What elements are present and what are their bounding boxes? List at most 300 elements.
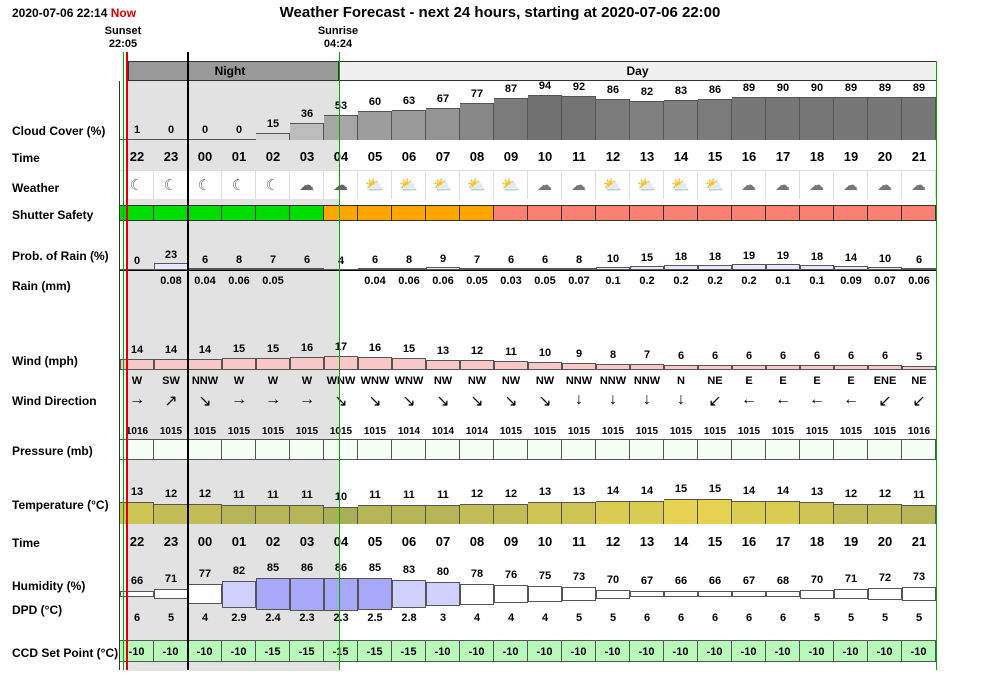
pressure-value: 1015: [771, 426, 795, 437]
pressure-value: 1015: [669, 426, 693, 437]
label-humidity: Humidity (%): [12, 579, 86, 593]
pressure-cell: [426, 439, 460, 460]
sun-cloud-icon: ⛅: [358, 170, 392, 199]
hour-label: 15: [707, 534, 723, 549]
cloud-cover-bar: [358, 111, 392, 140]
sunset-label: [100, 25, 146, 51]
wind-speed-bar: [732, 365, 766, 370]
dpd-value: 6: [745, 612, 753, 624]
wind-direction-label: N: [677, 375, 685, 387]
dpd-value: 6: [779, 612, 787, 624]
humidity-value: 80: [436, 566, 450, 578]
temperature-value: 14: [742, 484, 756, 497]
ccd-set-point-cell: -10: [460, 640, 494, 662]
hour-label: 08: [469, 149, 485, 164]
wind-arrow-icon: ↙: [878, 393, 892, 410]
wind-speed-value: 15: [232, 343, 246, 355]
moon-icon: ☾: [120, 170, 154, 199]
label-pressure: Pressure (mb): [12, 444, 93, 458]
wind-speed-bar: [222, 358, 256, 370]
hour-label: 09: [503, 149, 519, 164]
rain-prob-value: 6: [371, 254, 379, 267]
hour-label: 20: [877, 149, 893, 164]
cloud-cover-bar: [494, 98, 528, 140]
rain-prob-value: 7: [269, 253, 277, 266]
rain-mm-value: 0.04: [364, 275, 386, 287]
ccd-set-point-cell: -10: [596, 640, 630, 662]
rain-prob-value: 8: [235, 253, 243, 266]
label-rain-prob: Prob. of Rain (%): [12, 249, 109, 263]
rain-mm-value: 0.06: [908, 275, 930, 287]
label-dpd: DPD (°C): [12, 603, 63, 617]
sun-cloud-icon: ⛅: [664, 170, 698, 199]
wind-direction-label: NNW: [599, 375, 627, 387]
cloud-cover-bar: [630, 101, 664, 140]
temperature-value: 13: [810, 486, 824, 499]
humidity-value: 71: [844, 572, 858, 585]
cloud-cover-value: 83: [674, 85, 688, 98]
cloud-cover-value: 86: [606, 83, 620, 96]
wind-direction-label: ENE: [873, 375, 897, 387]
hour-label: 06: [401, 149, 417, 164]
wind-speed-value: 5: [915, 351, 923, 363]
humidity-value: 67: [640, 575, 654, 587]
cloud-cover-value: 90: [776, 81, 790, 94]
rain-mm-value: 0.1: [809, 275, 825, 287]
ccd-set-point-cell: -10: [120, 640, 154, 662]
wind-direction-label: NNW: [191, 375, 219, 387]
rain-prob-value: 15: [640, 251, 654, 264]
shutter-safety-cell: [324, 205, 358, 221]
cloud-icon: ☁: [902, 170, 936, 199]
ccd-set-point-cell: -10: [562, 640, 596, 662]
pressure-cell: [698, 439, 732, 460]
ccd-set-point-cell: -15: [358, 640, 392, 662]
shutter-safety-cell: [800, 205, 834, 221]
wind-direction-label: NW: [501, 375, 521, 387]
pressure-cell: [188, 439, 222, 460]
humidity-bar: [494, 585, 528, 603]
hour-label: 19: [843, 534, 859, 549]
temperature-bar: [902, 505, 936, 524]
hour-label: 16: [741, 149, 757, 164]
wind-speed-value: 13: [436, 344, 450, 357]
rain-mm-value: 0.2: [639, 275, 655, 287]
rain-mm-value: 0.06: [398, 275, 420, 287]
label-wind-direction: Wind Direction: [12, 394, 97, 408]
wind-arrow-icon: →: [299, 391, 315, 408]
shutter-safety-cell: [528, 205, 562, 221]
pressure-value: 1015: [601, 426, 625, 437]
cloud-cover-value: 89: [844, 82, 858, 95]
humidity-value: 67: [742, 575, 756, 587]
temperature-bar: [426, 505, 460, 524]
rain-prob-value: 19: [742, 250, 756, 263]
dpd-value: 5: [881, 612, 889, 624]
temperature-value: 11: [267, 489, 279, 502]
sunrise-line: [339, 52, 340, 670]
sun-cloud-icon: ⛅: [426, 170, 460, 199]
wind-speed-value: 15: [266, 343, 280, 355]
wind-direction-label: SW: [162, 375, 180, 387]
sun-cloud-icon: ⛅: [596, 170, 630, 199]
wind-direction-label: NW: [467, 375, 487, 387]
temperature-value: 12: [164, 487, 178, 500]
cloud-cover-bar: [766, 97, 800, 140]
rain-prob-value: 18: [810, 250, 824, 263]
pressure-value: 1014: [431, 426, 455, 437]
hour-label: 04: [333, 149, 349, 164]
pressure-cell: [664, 439, 698, 460]
cloud-cover-value: 92: [572, 80, 586, 93]
humidity-value: 73: [912, 571, 926, 584]
hour-label: 08: [469, 534, 485, 549]
cloud-cover-value: 60: [368, 96, 382, 109]
wind-speed-bar: [664, 365, 698, 370]
rain-mm-value: 0.07: [874, 275, 896, 287]
hour-label: 02: [265, 534, 281, 549]
shutter-safety-cell: [494, 205, 528, 221]
cloud-icon: ☁: [562, 170, 596, 199]
wind-speed-value: 14: [198, 343, 212, 356]
temperature-bar: [358, 505, 392, 524]
rain-mm-value: 0.2: [707, 275, 723, 287]
hour-label: 12: [605, 534, 621, 549]
ccd-set-point-cell: -10: [630, 640, 664, 662]
rain-mm-value: 0.05: [534, 275, 556, 287]
wind-arrow-icon: ↓: [609, 391, 617, 408]
temperature-value: 14: [776, 484, 790, 497]
temperature-bar: [698, 499, 732, 524]
temperature-value: 11: [233, 489, 245, 502]
temperature-value: 12: [504, 487, 518, 500]
rain-mm-value: 0.04: [194, 275, 216, 287]
temperature-bar: [256, 505, 290, 524]
shutter-safety-cell: [460, 205, 494, 221]
cloud-cover-bar: [426, 108, 460, 140]
pressure-value: 1014: [465, 426, 489, 437]
label-weather: Weather: [12, 181, 60, 195]
dpd-value: 3: [439, 612, 447, 624]
hour-label: 12: [605, 149, 621, 164]
temperature-bar: [732, 501, 766, 524]
pressure-value: 1015: [635, 426, 659, 437]
cloud-icon: ☁: [732, 170, 766, 199]
rain-prob-value: 6: [303, 254, 311, 267]
wind-arrow-icon: ↙: [708, 393, 722, 410]
wind-arrow-icon: ↘: [334, 393, 348, 410]
humidity-bar: [426, 582, 460, 606]
hour-label: 20: [877, 534, 893, 549]
temperature-value: 15: [708, 483, 722, 495]
humidity-bar: [256, 578, 290, 610]
wind-speed-value: 6: [847, 350, 855, 363]
shutter-safety-cell: [698, 205, 732, 221]
rain-prob-bar: [154, 263, 188, 270]
dpd-value: 5: [575, 612, 583, 624]
dpd-value: 2.5: [367, 612, 383, 624]
cloud-cover-bar: [392, 110, 426, 140]
label-cloud-cover: Cloud Cover (%): [12, 124, 106, 138]
ccd-set-point-cell: -15: [290, 640, 324, 662]
humidity-value: 77: [198, 568, 212, 581]
ccd-set-point-cell: -15: [324, 640, 358, 662]
temperature-bar: [324, 507, 358, 524]
humidity-bar: [460, 584, 494, 605]
ccd-set-point-cell: -10: [528, 640, 562, 662]
wind-speed-bar: [698, 365, 732, 370]
humidity-value: 70: [810, 573, 824, 586]
wind-speed-bar: [290, 357, 324, 370]
rain-prob-value: 18: [708, 250, 722, 263]
humidity-bar: [222, 581, 256, 608]
temperature-value: 11: [301, 489, 313, 502]
dpd-value: 5: [609, 612, 617, 624]
wind-speed-bar: [188, 359, 222, 370]
now-label: Now: [110, 6, 137, 20]
pressure-cell: [494, 439, 528, 460]
cloud-cover-value: 15: [266, 117, 280, 130]
cloud-icon: ☁: [834, 170, 868, 199]
shutter-safety-cell: [358, 205, 392, 221]
shutter-safety-cell: [596, 205, 630, 221]
shutter-safety-cell: [222, 205, 256, 221]
wind-arrow-icon: →: [265, 391, 281, 408]
humidity-value: 85: [368, 562, 382, 575]
wind-arrow-icon: ↘: [402, 393, 416, 410]
wind-direction-label: WNW: [360, 375, 390, 387]
wind-direction-label: E: [813, 375, 821, 387]
dpd-value: 2.4: [265, 612, 281, 624]
rain-mm-value: 0.05: [262, 275, 284, 287]
now-line: [126, 52, 128, 670]
temperature-bar: [290, 505, 324, 524]
cloud-cover-bar: [222, 139, 256, 140]
pressure-cell: [222, 439, 256, 460]
hour-label: 04: [333, 534, 349, 549]
hour-label: 01: [231, 149, 247, 164]
hour-label: 23: [163, 149, 179, 164]
hour-label: 03: [299, 534, 315, 549]
wind-arrow-icon: ←: [775, 391, 791, 408]
temperature-bar: [868, 504, 902, 524]
cloud-cover-value: 94: [538, 79, 552, 92]
wind-speed-bar: [460, 360, 494, 370]
hour-label: 03: [299, 149, 315, 164]
humidity-bar: [528, 586, 562, 603]
temperature-bar: [664, 499, 698, 524]
hour-label: 14: [673, 534, 689, 549]
wind-direction-label: NNW: [565, 375, 593, 387]
wind-direction-label: W: [233, 375, 245, 387]
hour-label: 02: [265, 149, 281, 164]
wind-speed-bar: [562, 363, 596, 370]
hour-label: 22: [129, 534, 145, 549]
wind-speed-bar: [494, 361, 528, 370]
rain-mm-value: 0.08: [160, 275, 182, 287]
humidity-value: 72: [878, 572, 892, 584]
dpd-value: 2.9: [231, 612, 247, 624]
grid-left-line: [119, 81, 120, 670]
temperature-value: 12: [878, 487, 892, 500]
moon-cloud-icon: ☁: [324, 170, 358, 199]
pressure-cell: [596, 439, 630, 460]
humidity-value: 83: [402, 563, 416, 576]
wind-speed-value: 6: [745, 350, 753, 363]
rain-mm-value: 0.2: [673, 275, 689, 287]
wind-direction-label: W: [267, 375, 279, 387]
sunrise-time: 04:24: [323, 38, 353, 50]
cloud-cover-bar: [528, 95, 562, 140]
ccd-set-point-cell: -10: [868, 640, 902, 662]
sun-cloud-icon: ⛅: [698, 170, 732, 199]
cloud-cover-value: 67: [436, 92, 450, 105]
cloud-cover-bar: [698, 99, 732, 140]
pressure-value: 1015: [227, 426, 251, 437]
humidity-value: 66: [708, 575, 722, 587]
temperature-value: 11: [437, 489, 449, 502]
wind-speed-bar: [392, 358, 426, 370]
dpd-value: 4: [507, 612, 515, 624]
shutter-safety-cell: [664, 205, 698, 221]
ccd-set-point-cell: -10: [222, 640, 256, 662]
wind-speed-value: 7: [643, 349, 651, 362]
hour-label: 13: [639, 534, 655, 549]
temperature-bar: [528, 502, 562, 524]
moon-icon: ☾: [154, 170, 188, 199]
hour-label: 00: [197, 149, 213, 164]
pressure-value: 1015: [329, 426, 353, 437]
hour-label: 19: [843, 149, 859, 164]
pressure-value: 1015: [567, 426, 591, 437]
sun-cloud-icon: ⛅: [460, 170, 494, 199]
hour-label: 11: [572, 534, 586, 549]
rain-mm-value: 0.2: [741, 275, 757, 287]
dpd-value: 6: [711, 612, 719, 624]
dpd-value: 2.3: [333, 612, 349, 624]
wind-arrow-icon: ↘: [470, 393, 484, 410]
shutter-safety-cell: [426, 205, 460, 221]
hour-label: 13: [639, 149, 655, 164]
ccd-set-point-cell: -10: [664, 640, 698, 662]
wind-speed-value: 6: [677, 350, 685, 363]
wind-arrow-icon: →: [231, 391, 247, 408]
dpd-value: 2.3: [299, 612, 315, 624]
sun-cloud-icon: ⛅: [392, 170, 426, 199]
ccd-set-point-cell: -15: [392, 640, 426, 662]
hour-label: 14: [673, 149, 689, 164]
temperature-value: 11: [369, 489, 381, 502]
label-rain-mm: Rain (mm): [12, 279, 71, 293]
hour-label: 09: [503, 534, 519, 549]
wind-arrow-icon: ↓: [575, 391, 583, 408]
hour-label: 16: [741, 534, 757, 549]
wind-arrow-icon: ←: [809, 391, 825, 408]
cloud-cover-bar: [460, 103, 494, 140]
wind-direction-label: NW: [433, 375, 453, 387]
label-temperature: Temperature (°C): [12, 498, 109, 512]
wind-speed-value: 11: [505, 346, 517, 359]
pressure-value: 1015: [839, 426, 863, 437]
wind-direction-label: NNW: [633, 375, 661, 387]
hour-label: 10: [537, 534, 553, 549]
pressure-value: 1015: [295, 426, 319, 437]
grid-right-line: [936, 61, 937, 670]
wind-speed-value: 9: [575, 347, 583, 360]
wind-arrow-icon: ←: [741, 391, 757, 408]
rain-prob-value: 10: [878, 253, 892, 265]
rain-prob-value: 9: [439, 253, 447, 266]
wind-speed-value: 6: [779, 350, 787, 363]
wind-speed-value: 8: [609, 348, 617, 361]
humidity-bar: [630, 591, 664, 597]
cloud-cover-bar: [324, 115, 358, 140]
sunset-line: [123, 52, 124, 670]
pressure-cell: [868, 439, 902, 460]
wind-direction-label: WNW: [394, 375, 424, 387]
ccd-set-point-cell: -10: [902, 640, 936, 662]
pressure-cell: [732, 439, 766, 460]
cloud-icon: ☁: [868, 170, 902, 199]
cloud-icon: ☁: [800, 170, 834, 199]
cloud-cover-bar: [562, 96, 596, 140]
humidity-bar: [732, 591, 766, 597]
dpd-value: 5: [813, 612, 821, 624]
hour-label: 05: [367, 149, 383, 164]
pressure-cell: [834, 439, 868, 460]
label-ccd-set-point: CCD Set Point (°C): [12, 646, 119, 660]
cloud-cover-value: 89: [742, 82, 756, 95]
humidity-value: 82: [232, 564, 246, 577]
pressure-value: 1015: [737, 426, 761, 437]
humidity-bar: [596, 590, 630, 599]
label-time: Time: [12, 151, 40, 165]
humidity-bar: [800, 590, 834, 599]
wind-speed-value: 6: [881, 350, 889, 363]
cloud-cover-value: 53: [334, 99, 348, 112]
wind-direction-label: WNW: [326, 375, 356, 387]
cloud-cover-bar: [290, 123, 324, 140]
wind-arrow-icon: ↓: [677, 391, 685, 408]
hour-label: 18: [809, 149, 825, 164]
temperature-bar: [222, 505, 256, 524]
shutter-safety-cell: [834, 205, 868, 221]
label-shutter-safety: Shutter Safety: [12, 208, 94, 222]
humidity-value: 85: [266, 562, 280, 575]
shutter-safety-cell: [868, 205, 902, 221]
humidity-value: 68: [776, 575, 790, 587]
now-timestamp: [12, 6, 136, 20]
humidity-bar: [154, 589, 188, 600]
dpd-value: 4: [541, 612, 549, 624]
wind-direction-label: W: [131, 375, 143, 387]
temperature-bar: [800, 502, 834, 524]
wind-speed-bar: [256, 358, 290, 370]
rain-mm-value: 0.06: [432, 275, 454, 287]
pressure-value: 1015: [261, 426, 285, 437]
rain-prob-value: 6: [507, 254, 515, 267]
hour-label: 21: [911, 149, 927, 164]
ccd-set-point-cell: -10: [834, 640, 868, 662]
shutter-safety-cell: [766, 205, 800, 221]
wind-arrow-icon: ↘: [538, 393, 552, 410]
humidity-bar: [188, 584, 222, 604]
dpd-value: 4: [201, 612, 209, 624]
ccd-set-point-cell: -15: [256, 640, 290, 662]
pressure-cell: [766, 439, 800, 460]
dpd-value: 2.8: [401, 612, 417, 624]
temperature-bar: [154, 504, 188, 524]
